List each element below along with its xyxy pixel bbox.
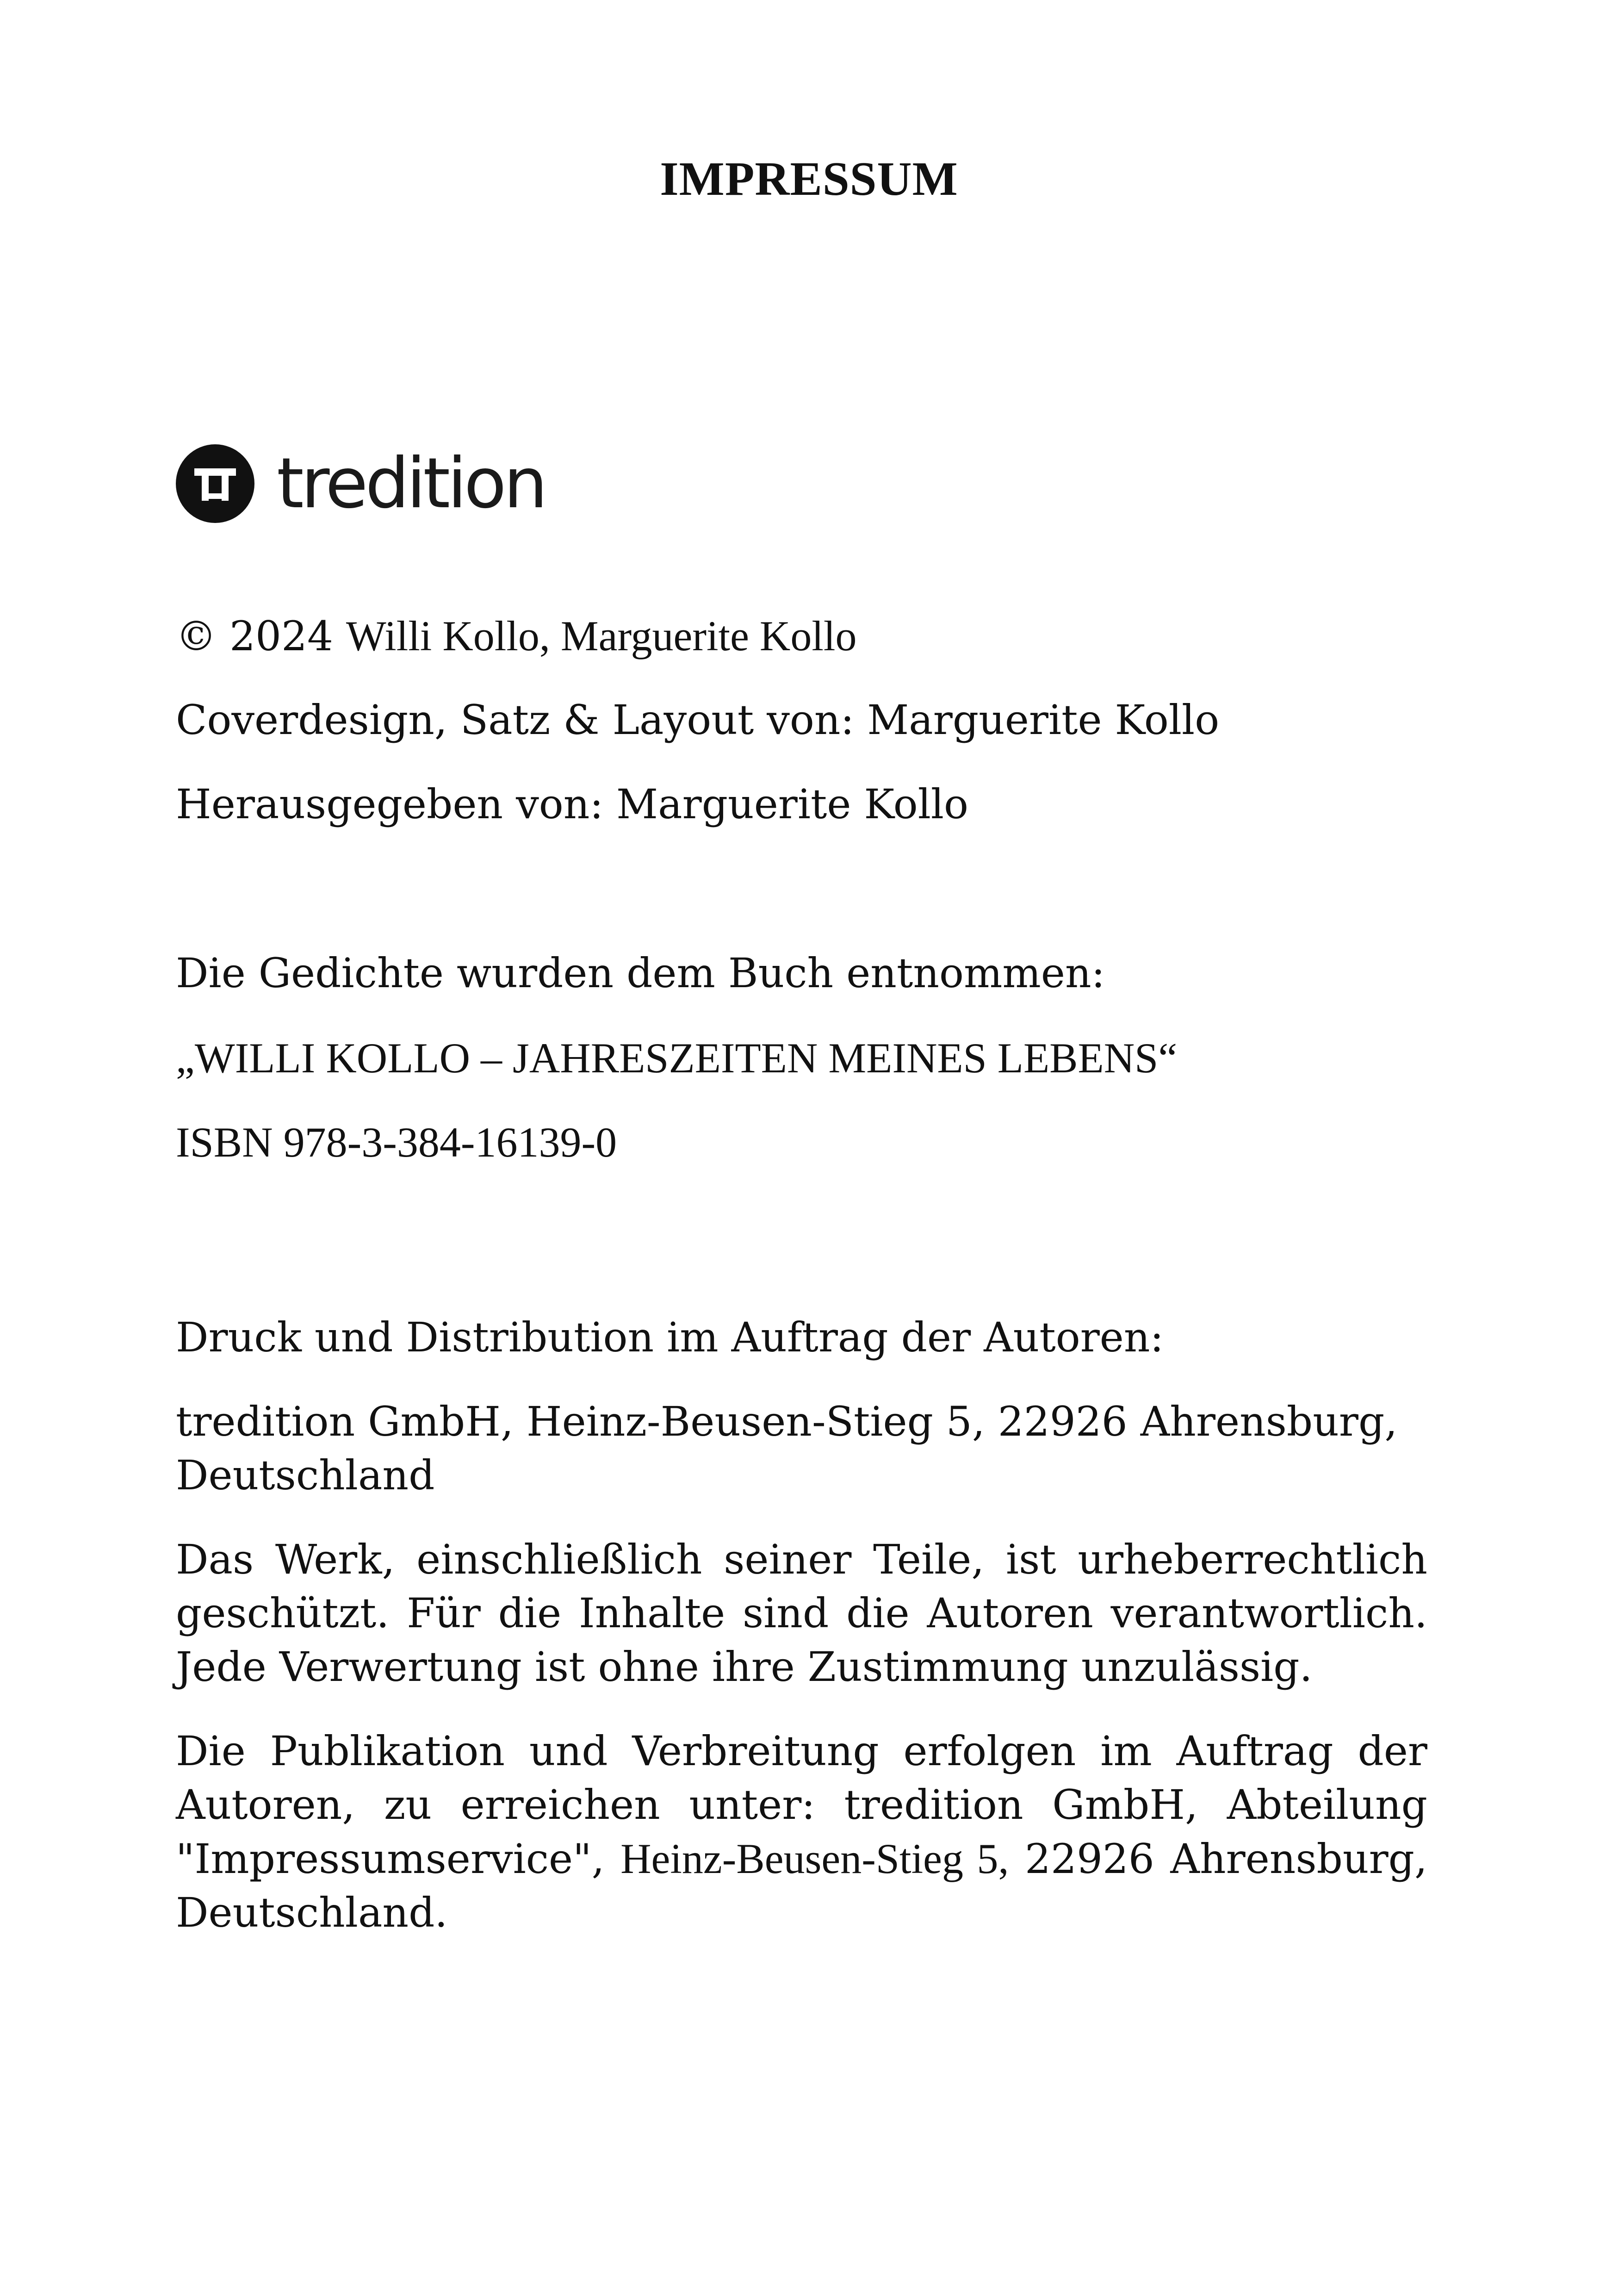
publication-text-part1: Die Publikation und Verbreitung erfolgen im Auftrag der Autoren, zu erreichen unter: tredition GmbH, Abteilung "Impressumservice", [176,1727,1427,1883]
source-intro: Die Gedichte wurden dem Buch entnommen: [176,949,1105,997]
source-book-title: „WILLI KOLLO – JAHRESZEITEN MEINES LEBENS“ [176,1034,1178,1082]
copyright-notice: Das Werk, einschließlich seiner Teile, ist urheberrechtlich geschützt. Für die Inhalte sind die Autoren verantwortlich. Jede Verwertung ist ohne ihre Zustimmung unzulässig. [176,1536,1427,1691]
distribution-address: tredition GmbH, Heinz-Beusen-Stieg 5, 22926 Ahrensburg, Deutschland [176,1398,1398,1499]
copyright-names: Willi Kollo, Marguerite Kollo [346,612,857,660]
tredition-logo-icon [176,444,254,523]
publication-notice [176,1724,1427,1940]
design-credit: Coverdesign, Satz & Layout von: Marguerite Kollo [176,696,1220,744]
logo-wordmark: tredition [277,443,545,524]
publisher-logo [176,442,545,525]
publication-street: Heinz-Beusen-Stieg 5, [620,1835,1009,1882]
distribution-intro: Druck und Distribution im Auftrag der Autoren: [176,1313,1164,1361]
page-title: IMPRESSUM [660,152,958,205]
copyright-line [176,609,1427,663]
copyright-prefix: © 2024 [176,612,333,660]
publication-text-part2: 22926 Ahrensburg, Deutschland. [176,1835,1427,1936]
editor-credit: Herausgegeben von: Marguerite Kollo [176,780,969,828]
isbn-line: ISBN 978-3-384-16139-0 [176,1119,617,1166]
